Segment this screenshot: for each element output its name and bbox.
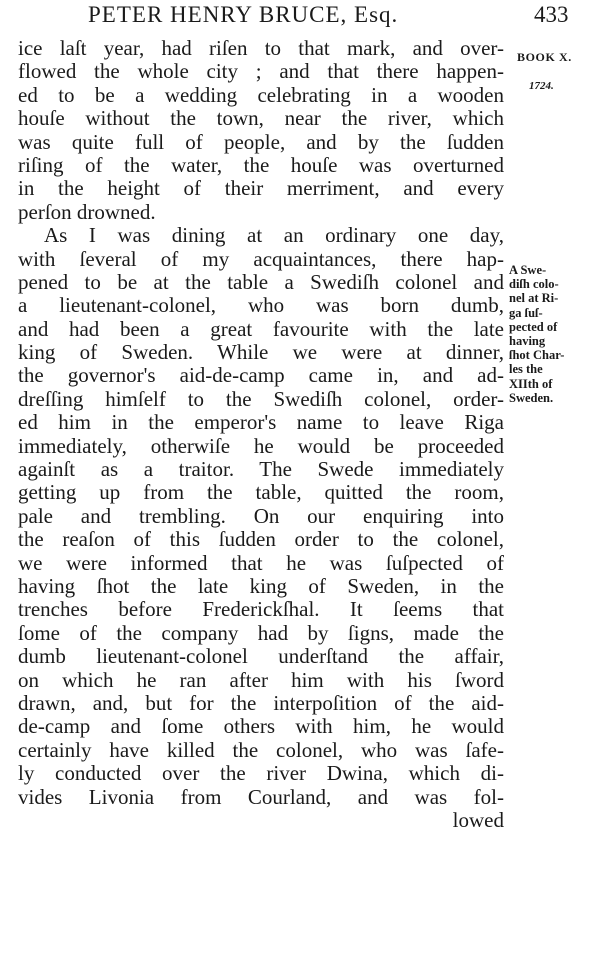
side-note-line: ga ſuſ-: [509, 305, 543, 320]
margin-side-note: [509, 263, 564, 405]
text-line: ed to be a wedding celebrating in a wooden: [18, 82, 504, 107]
text-line: certainly have killed the colonel, who was ſafe-: [18, 737, 504, 762]
text-line: on which he ran after him with his ſword: [18, 667, 504, 692]
text-line: the reaſon of this ſudden order to the colonel,: [18, 527, 504, 552]
text-line: getting up from the table, quitted the room,: [18, 480, 504, 505]
text-line: was quite full of people, and by the ſudden: [18, 129, 504, 154]
side-note-line: ſhot Char-: [509, 348, 565, 363]
text-line: we were informed that he was ſuſpected of: [18, 550, 504, 575]
catchword: lowed: [452, 807, 504, 832]
side-note-line: pected of: [509, 319, 558, 334]
paragraph-start-line: As I was dining at an ordinary one day,: [44, 223, 504, 248]
text-line: ed him in the emperor's name to leave Riga: [18, 410, 504, 435]
text-line: pened to be at the table a Swediſh colonel and: [18, 269, 504, 294]
margin-book-number: BOOK X.: [517, 50, 572, 64]
text-line: king of Sweden. While we were at dinner,: [18, 340, 504, 365]
text-line: houſe without the town, near the river, which: [18, 106, 504, 131]
side-note-line: XIIth of: [509, 376, 553, 391]
text-line: with ſeveral of my acquaintances, there hap-: [18, 246, 504, 271]
text-line: immediately, otherwiſe he would be proceeded: [18, 433, 504, 458]
text-line: ly conducted over the river Dwina, which di-: [18, 761, 504, 786]
text-line: againſt as a traitor. The Swede immediately: [18, 457, 504, 482]
text-line: in the height of their merriment, and every: [18, 176, 504, 201]
text-line: riſing of the water, the houſe was overturned: [18, 152, 504, 177]
text-line: a lieutenant-colonel, who was born dumb,: [18, 293, 504, 318]
text-line: pale and trembling. On our enquiring into: [18, 503, 504, 528]
paragraph-end-line: perſon drowned.: [18, 199, 156, 224]
text-line: and had been a great favourite with the late: [18, 316, 504, 341]
text-line: trenches before Frederickſhal. It ſeems that: [18, 597, 504, 622]
side-note-line: les the: [509, 362, 543, 377]
text-line: drawn, and, but for the interpoſition of the aid-: [18, 690, 504, 715]
text-line: flowed the whole city ; and that there happen-: [18, 59, 504, 84]
margin-year: 1724.: [529, 80, 554, 92]
text-line: de-camp and ſome others with him, he would: [18, 714, 504, 739]
side-note-line: Sweden.: [509, 390, 554, 405]
body-text: [18, 37, 504, 832]
side-note-line: diſh colo-: [509, 277, 559, 292]
side-note-line: having: [509, 333, 546, 348]
text-line: vides Livonia from Courland, and was fol-: [18, 784, 504, 809]
side-note-line: A Swe-: [509, 263, 547, 277]
text-line: dumb lieutenant-colonel underſtand the affair,: [18, 644, 504, 669]
text-line: the governor's aid-de-camp came in, and ad-: [18, 363, 504, 388]
side-note-line: nel at Ri-: [509, 291, 559, 306]
text-line: dreſſing himſelf to the Swediſh colonel, order-: [18, 386, 504, 411]
text-line: having ſhot the late king of Sweden, in the: [18, 573, 504, 598]
text-line: ice laſt year, had riſen to that mark, and over-: [18, 36, 504, 60]
text-line: ſome of the company had by ſigns, made the: [18, 620, 504, 645]
page-number: 433: [534, 2, 569, 27]
running-head: PETER HENRY BRUCE, Esq.: [88, 2, 399, 27]
